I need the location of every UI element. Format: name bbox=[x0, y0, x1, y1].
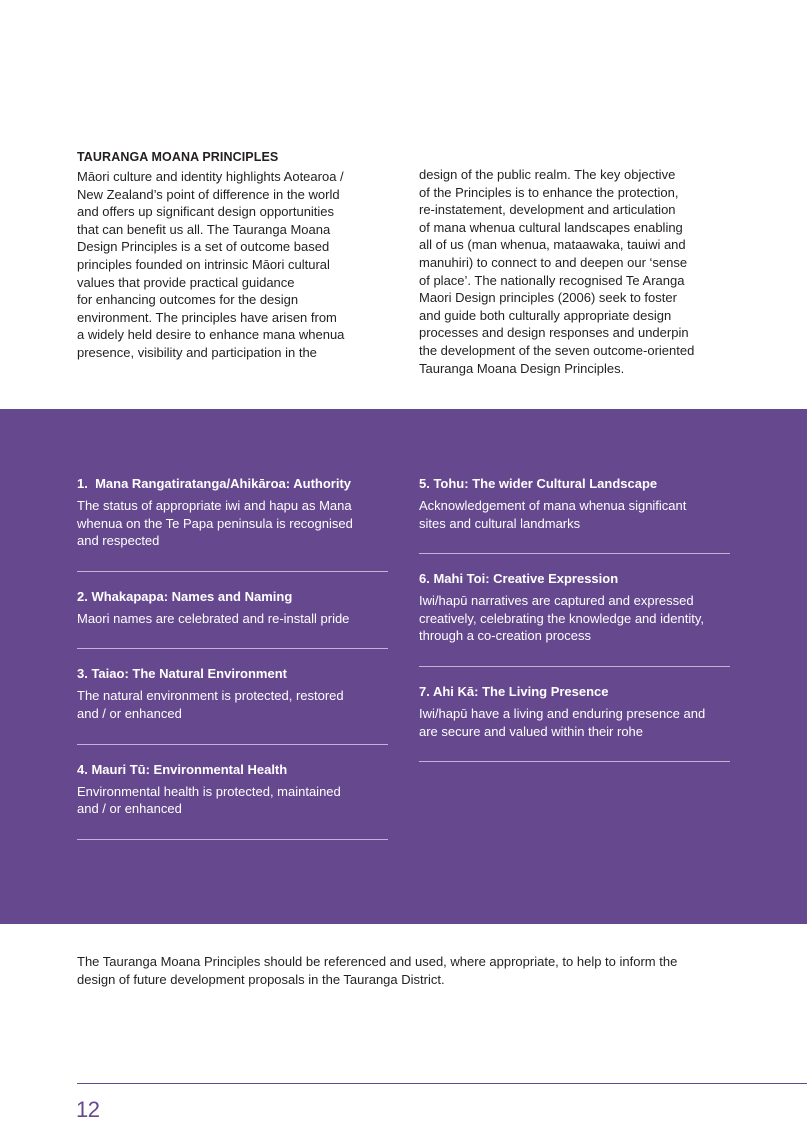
principle-title: 6. Mahi Toi: Creative Expression bbox=[419, 571, 619, 587]
principle-description: The status of appropriate iwi and hapu as Mana whenua on the Te Papa peninsula is recognised and respected bbox=[77, 498, 353, 549]
intro-right-column: design of the public realm. The key objective of the Principles is to enhance the protection, re-instatement, development and articulation of mana whenua cultural landscapes enabling all of us (man whenua, mataawaka, tauiwi and manuhiri) to connect to and deepen our ‘sense of place’. The nationally recognised Te Aranga Maori Design principles (2006) seek to foster and guide both culturally appropriate design processes and design responses and underpin the development of the seven outcome-oriented Tauranga Moana Design Principles. bbox=[419, 167, 695, 376]
principle-description: Iwi/hapū narratives are captured and expressed creatively, celebrating the knowledge and identity, through a co-creation process bbox=[419, 593, 704, 644]
principle-title: 5. Tohu: The wider Cultural Landscape bbox=[419, 476, 658, 491]
closing-paragraph: The Tauranga Moana Principles should be referenced and used, where appropriate, to help to inform the design of future development proposals in the Tauranga District. bbox=[77, 954, 678, 987]
principle-item bbox=[77, 761, 388, 840]
principle-title: 2. Whakapapa: Names and Naming bbox=[77, 588, 293, 604]
intro-left-column: Māori culture and identity highlights Aotearoa / New Zealand’s point of difference in the world and offers up significant design opportunities that can benefit us all. The Tauranga Moana Design Principles is a set of outcome based principles founded on intrinsic Māori cultural values that provide practical guidance for enhancing outcomes for the design environment. The principles have arisen from a widely held desire to enhance mana whenua presence, visibility and participation in the bbox=[77, 169, 345, 360]
principle-description: Acknowledgement of mana whenua significant sites and cultural landmarks bbox=[419, 498, 687, 531]
principle-item bbox=[419, 475, 730, 554]
principle-title: 3. Taiao: The Natural Environment bbox=[77, 666, 287, 682]
section-title: TAURANGA MOANA PRINCIPLES bbox=[77, 150, 279, 164]
principle-item bbox=[77, 665, 388, 744]
intro-columns bbox=[77, 168, 737, 377]
principles-right-column bbox=[419, 475, 730, 778]
principle-item bbox=[77, 475, 388, 572]
principle-description: The natural environment is protected, restored and / or enhanced bbox=[77, 688, 344, 721]
principles-left-column bbox=[77, 475, 388, 856]
intro-section bbox=[77, 150, 737, 377]
principle-description: Environmental health is protected, maintained and / or enhanced bbox=[77, 783, 341, 817]
principle-item bbox=[77, 588, 388, 650]
principle-title: 1. Mana Rangatiratanga/Ahikāroa: Authority bbox=[77, 476, 352, 491]
principles-panel bbox=[0, 409, 807, 924]
principle-item bbox=[419, 570, 730, 667]
footer-divider bbox=[77, 1083, 807, 1084]
page-number: 12 bbox=[76, 1097, 100, 1122]
principle-title: 4. Mauri Tū: Environmental Health bbox=[77, 761, 288, 777]
principle-description: Maori names are celebrated and re-install pride bbox=[77, 610, 350, 626]
principle-description: Iwi/hapū have a living and enduring presence and are secure and valued within their rohe bbox=[419, 705, 706, 739]
principle-title: 7. Ahi Kā: The Living Presence bbox=[419, 683, 609, 699]
principle-item bbox=[419, 683, 730, 762]
